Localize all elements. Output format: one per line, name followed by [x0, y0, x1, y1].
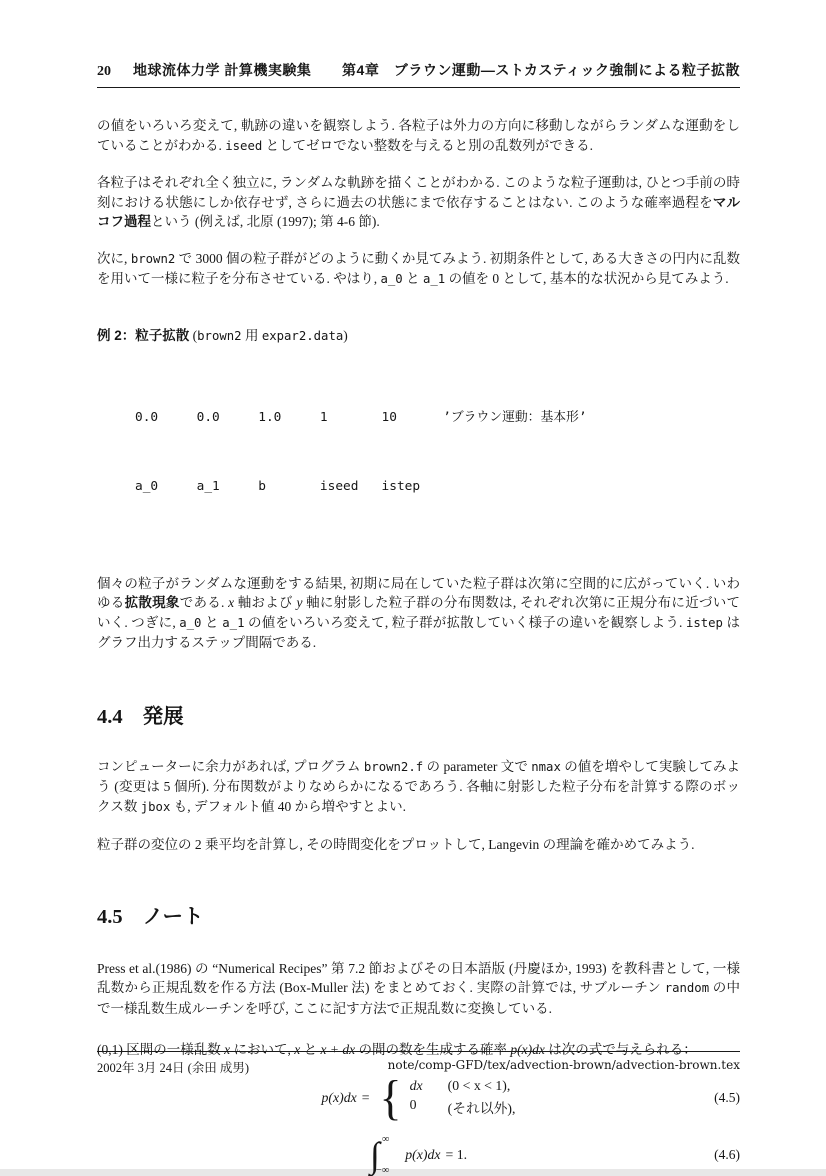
- inline-code: a_0: [179, 615, 202, 630]
- text-run: という (例えば, 北原 (1997); 第 4-6 節).: [151, 214, 380, 229]
- paragraph-7: [97, 959, 740, 1019]
- cases-brace: {: [379, 1070, 402, 1124]
- paragraph-5: [97, 757, 740, 818]
- text-run: において,: [230, 1042, 295, 1057]
- equation-rhs: = 1.: [445, 1146, 468, 1162]
- text-run: 次に,: [97, 250, 131, 266]
- text-run: (: [189, 327, 198, 343]
- paragraph-3: [97, 249, 740, 290]
- case-value: 0: [409, 1097, 417, 1112]
- case-condition: (0 < x < 1),: [447, 1078, 511, 1093]
- paragraph-6: [97, 835, 740, 855]
- equation-4-6: [97, 1134, 740, 1176]
- inline-code: brown2: [197, 328, 242, 343]
- text-run: の parameter 文で: [423, 758, 532, 774]
- text-run: Press et al.(1986) の “Numerical Recipes” 第 7.2 節およびその日本語版 (丹慶ほか, 1993) を教科書として, 一様乱数から正規乱数を作る方法 (Box-Muller 法) をまとめておく. 実際の計算では, サブルーチン: [97, 960, 740, 995]
- code-block: [135, 360, 740, 544]
- inline-code: iseed: [225, 138, 263, 153]
- inline-code: a_1: [422, 272, 446, 286]
- text-run: の値を増やして実験してみよう (変更は 5 個所). 分布関数がよりなめらかになるであろう. 各軸に射影した粒子分布を計算する際のボックス数: [97, 758, 741, 814]
- math-var: x: [224, 1042, 231, 1057]
- math-var: x: [294, 1042, 301, 1057]
- text-run: の値を 0 として, 基本的な状況から見てみよう.: [445, 271, 729, 286]
- math-var: x: [228, 595, 235, 610]
- text-run: である.: [179, 595, 229, 610]
- page-number: 20: [97, 64, 111, 79]
- text-run: (0,1) 区間の一様乱数: [97, 1042, 225, 1057]
- header-rule: [97, 87, 740, 88]
- equation-number: (4.6): [714, 1146, 740, 1162]
- header-book-title: 地球流体力学 計算機実験集: [133, 62, 312, 78]
- text-run: 軸および: [234, 595, 297, 610]
- text-run: も, デフォルト値 40 から増やすとよい.: [170, 798, 406, 814]
- inline-code: a_1: [222, 615, 245, 630]
- text-run: で 3000 個の粒子群がどのように動くか見てみよう. 初期条件として, ある大きさの円内に乱数を用いて一様に粒子を分布させている. やはり,: [97, 250, 741, 286]
- integral: [370, 1134, 395, 1176]
- inline-code: expar2.data: [261, 328, 344, 343]
- section-heading-4-4: [97, 699, 740, 729]
- code-line: a_0 a_1 b iseed istep: [135, 478, 421, 494]
- section-number: 4.5: [97, 905, 123, 928]
- section-number: 4.4: [97, 705, 123, 728]
- equals-sign: =: [361, 1089, 370, 1105]
- section-title: ノート: [142, 904, 204, 928]
- math-expression: x + dx: [320, 1042, 356, 1057]
- section-title: 発展: [142, 704, 184, 728]
- text-run: と: [201, 614, 223, 630]
- inline-code: istep: [685, 615, 723, 630]
- text-run: の中で一様乱数生成ルーチンを呼び, ここに記す方法で正規乱数に変換している.: [97, 980, 740, 1016]
- text-run: はグラフ出力するステップ間隔である.: [97, 614, 741, 650]
- math-var: y: [296, 595, 303, 610]
- bold-term: マルコフ過程: [97, 194, 741, 229]
- integral-lower-limit: −∞: [375, 1164, 390, 1176]
- text-run: 軸に射影した粒子群の分布関数は, それぞれ次第に正規分布に近づいていく. つぎに,: [97, 595, 741, 630]
- code-line: 0.0 0.0 1.0 1 10 ’ブラウン運動：基本形’: [135, 409, 587, 425]
- text-run: コンピューターに余力があれば, プログラム: [97, 758, 364, 774]
- text-run: と: [402, 271, 423, 286]
- page-header: [97, 0, 740, 88]
- text-run: の値をいろいろ変えて, 粒子群が拡散していく様子の違いを観察しよう.: [244, 614, 686, 630]
- inline-code: jbox: [140, 799, 171, 814]
- text-run: としてゼロでない整数を与えると別の乱数列ができる.: [262, 137, 594, 153]
- footer-file-path: note/comp-GFD/tex/advection-brown/advection-brown.tex: [387, 1058, 740, 1072]
- text-run: ): [343, 327, 348, 343]
- paragraph-4: [97, 574, 740, 653]
- text-run: 各粒子はそれぞれ全く独立に, ランダムな軌跡を描くことがわかる. このような粒子運動は, ひとつ手前の時刻における状態にしか依存せず, さらに過去の状態にまで依存することはない. このような確率過程を: [97, 175, 740, 210]
- inline-code: random: [664, 981, 710, 995]
- inline-code: a_0: [380, 272, 403, 286]
- paragraph-1: [97, 116, 740, 156]
- inline-code: brown2: [130, 251, 176, 266]
- text-run: の値をいろいろ変えて, 軌跡の違いを観察しよう. 各粒子は外力の方向に移動しながらランダムな運動をしていることがわかる.: [97, 118, 740, 153]
- equation-body: p(x)dx: [405, 1146, 441, 1162]
- case-value: dx: [409, 1078, 423, 1093]
- equation-number: (4.5): [714, 1089, 740, 1105]
- footer-date: 2002年 3月 24日 (余田 成男): [97, 1061, 250, 1075]
- text-run: 粒子群の変位の 2 乗平均を計算し, その時間変化をプロットして, Langevin の理論を確かめてみよう.: [97, 837, 695, 852]
- inline-code: brown2.f: [363, 759, 424, 774]
- text-run: は次の式で与えられる：: [544, 1042, 697, 1057]
- text-run: と: [300, 1042, 321, 1057]
- integral-sign: ∫: [369, 1134, 380, 1175]
- case-row: [410, 1078, 516, 1094]
- example-title: 例 2：粒子拡散: [97, 327, 190, 343]
- paragraph-2: [97, 173, 740, 232]
- equation-4-5: [97, 1070, 740, 1124]
- text-run: 用: [241, 327, 262, 343]
- cases-block: [410, 1078, 516, 1117]
- section-heading-4-5: [97, 899, 740, 929]
- equation-lhs: p(x)dx: [321, 1089, 357, 1105]
- text-run: の間の数を生成する確率: [355, 1042, 511, 1057]
- page-footer: [97, 1051, 740, 1076]
- example-heading: [97, 324, 740, 344]
- inline-code: nmax: [531, 759, 561, 774]
- header-chapter-title: 第4章 ブラウン運動—ストカスティック強制による粒子拡散: [342, 62, 740, 78]
- math-expression: p(x)dx: [510, 1042, 545, 1057]
- case-condition: (それ以外),: [447, 1101, 516, 1116]
- integral-upper-limit: ∞: [381, 1133, 390, 1145]
- text-run: 個々の粒子がランダムな運動をする結果, 初期に局在していた粒子群は次第に空間的に広がっていく. いわゆる: [97, 575, 740, 610]
- bold-term: 拡散現象: [124, 595, 180, 610]
- case-row: [410, 1097, 516, 1117]
